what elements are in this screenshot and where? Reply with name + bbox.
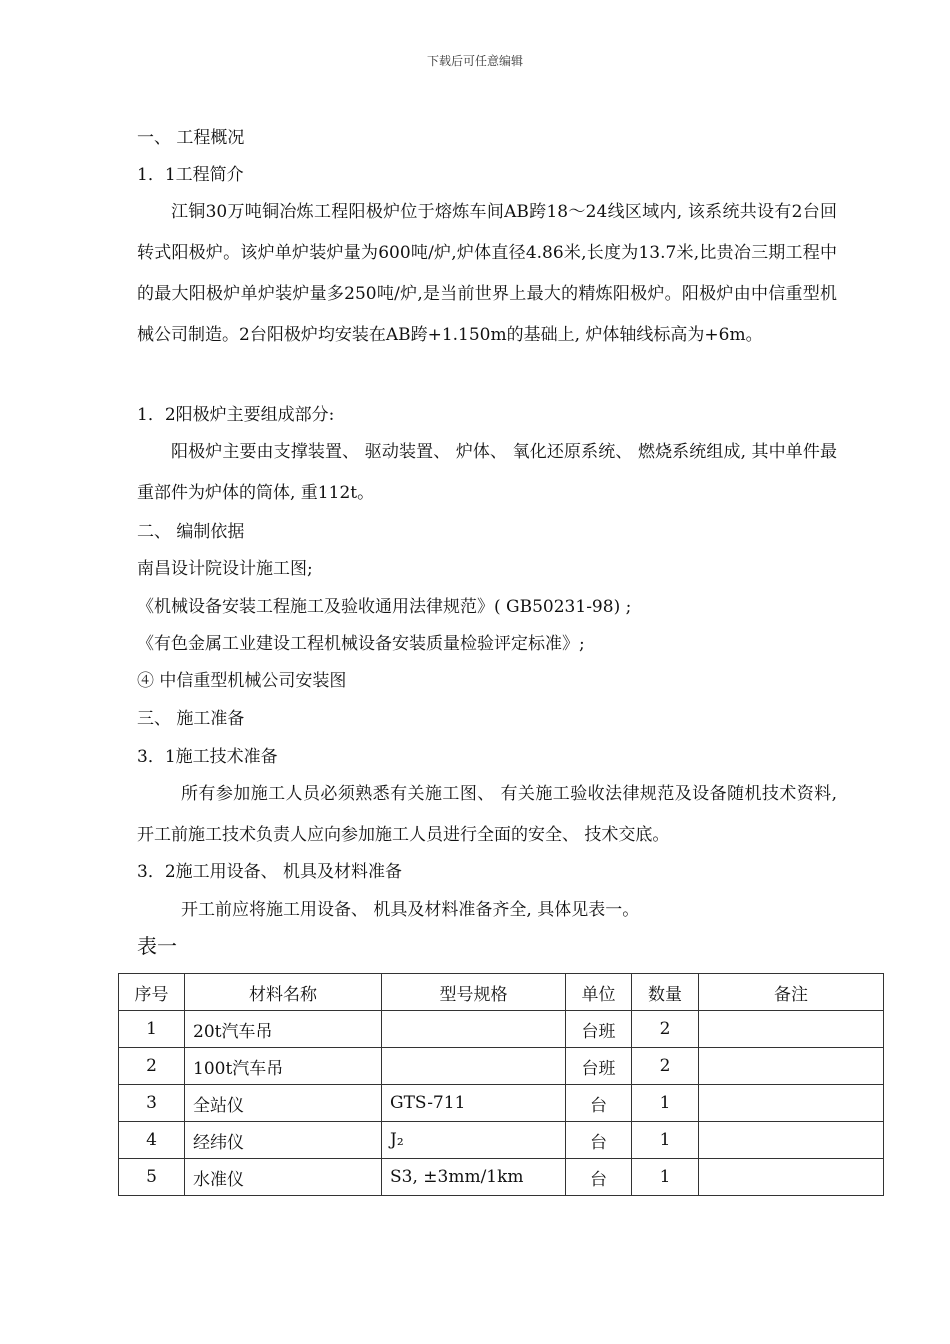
page-header: 下载后可任意编辑: [426, 54, 523, 68]
cell-note: [699, 1048, 884, 1085]
cell-unit: 台: [566, 1085, 632, 1122]
table-caption: 表一: [137, 934, 177, 958]
equipment-table: [118, 973, 884, 1196]
cell-no: 1: [119, 1011, 185, 1048]
subsection-1-1-heading: 1．1工程简介: [137, 165, 244, 185]
cell-qty: 2: [632, 1048, 699, 1085]
column-header-qty: 数量: [632, 974, 699, 1011]
section-3-heading: 三、 施工准备: [137, 709, 245, 729]
table-header-row: [119, 974, 884, 1011]
cell-name: 全站仪: [185, 1085, 382, 1122]
cell-model: S3, ±3mm/1km: [382, 1159, 566, 1196]
reference-item: 《有色金属工业建设工程机械设备安装质量检验评定标准》;: [137, 634, 585, 654]
cell-no: 4: [119, 1122, 185, 1159]
cell-unit: 台: [566, 1122, 632, 1159]
cell-model: [382, 1011, 566, 1048]
column-header-model: 型号规格: [382, 974, 566, 1011]
cell-model: GTS-711: [382, 1085, 566, 1122]
cell-qty: 1: [632, 1159, 699, 1196]
subsection-1-2-heading: 1．2阳极炉主要组成部分:: [137, 405, 335, 425]
subsection-1-1-paragraph: 江铜30万吨铜冶炼工程阳极炉位于熔炼车间AB跨18～24线区域内, 该系统共设有2台回转式阳极炉。该炉单炉装炉量为600吨/炉,炉体直径4.86米,长度为13.7米,比贵冶三期工程中的最大阳极炉单炉装炉量多250吨/炉,是当前世界上最大的精炼阳极炉。阳极炉由中信重型机械公司制造。2台阳极炉均安装在AB跨+1.150m的基础上, 炉体轴线标高为+6m。: [137, 202, 837, 345]
table-row: [119, 1159, 884, 1196]
subsection-3-1-paragraph: 所有参加施工人员必须熟悉有关施工图、 有关施工验收法律规范及设备随机技术资料, 开工前施工技术负责人应向参加施工人员进行全面的安全、 技术交底。: [137, 784, 837, 845]
table-row: [119, 1122, 884, 1159]
cell-qty: 1: [632, 1122, 699, 1159]
cell-unit: 台班: [566, 1011, 632, 1048]
cell-no: 3: [119, 1085, 185, 1122]
section-2-heading: 二、 编制依据: [137, 522, 245, 542]
subsection-3-2-paragraph: 开工前应将施工用设备、 机具及材料准备齐全, 具体见表一。: [181, 900, 640, 920]
subsection-3-1-heading: 3．1施工技术准备: [137, 747, 278, 767]
section-1-heading: 一、 工程概况: [137, 128, 245, 148]
column-header-unit: 单位: [566, 974, 632, 1011]
cell-unit: 台班: [566, 1048, 632, 1085]
subsection-3-2-heading: 3．2施工用设备、 机具及材料准备: [137, 862, 403, 882]
cell-name: 100t汽车吊: [185, 1048, 382, 1085]
cell-unit: 台: [566, 1159, 632, 1196]
cell-note: [699, 1011, 884, 1048]
cell-note: [699, 1122, 884, 1159]
cell-model: [382, 1048, 566, 1085]
cell-model: J₂: [382, 1122, 566, 1159]
cell-no: 2: [119, 1048, 185, 1085]
cell-qty: 2: [632, 1011, 699, 1048]
column-header-no: 序号: [119, 974, 185, 1011]
table-row: [119, 1048, 884, 1085]
column-header-note: 备注: [699, 974, 884, 1011]
cell-note: [699, 1085, 884, 1122]
reference-item: ④ 中信重型机械公司安装图: [137, 671, 347, 691]
table-row: [119, 1011, 884, 1048]
cell-name: 20t汽车吊: [185, 1011, 382, 1048]
cell-name: 水准仪: [185, 1159, 382, 1196]
column-header-name: 材料名称: [185, 974, 382, 1011]
subsection-1-2-paragraph: 阳极炉主要由支撑装置、 驱动装置、 炉体、 氧化还原系统、 燃烧系统组成, 其中单件最重部件为炉体的筒体, 重112t。: [137, 442, 837, 503]
reference-item: 《机械设备安装工程施工及验收通用法律规范》( GB50231-98) ;: [137, 597, 632, 617]
cell-note: [699, 1159, 884, 1196]
cell-name: 经纬仪: [185, 1122, 382, 1159]
reference-item: 南昌设计院设计施工图;: [137, 559, 313, 579]
cell-qty: 1: [632, 1085, 699, 1122]
cell-no: 5: [119, 1159, 185, 1196]
table-row: [119, 1085, 884, 1122]
